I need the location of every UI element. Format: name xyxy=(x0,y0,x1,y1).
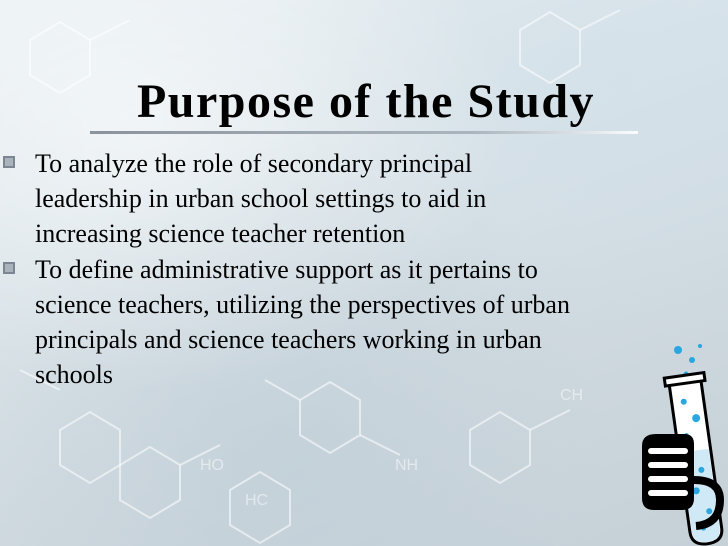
bullet-line: principals and science teachers working in urban xyxy=(35,325,542,354)
square-bullet-icon xyxy=(2,261,16,275)
bullet-line: leadership in urban school settings to aid in xyxy=(35,184,487,213)
bullet-item xyxy=(0,146,706,251)
square-bullet-icon xyxy=(2,155,16,169)
bullet-line: science teachers, utilizing the perspectives of urban xyxy=(35,290,570,319)
bullet-item xyxy=(0,252,706,392)
svg-text:CH: CH xyxy=(560,387,584,404)
bullet-line: increasing science teacher retention xyxy=(35,219,406,248)
bullet-list xyxy=(0,146,706,393)
bullet-line: schools xyxy=(35,360,113,389)
bullet-line: To analyze the role of secondary principal xyxy=(35,149,473,178)
title-underline xyxy=(90,131,638,134)
bullet-line: To define administrative support as it pertains to xyxy=(35,255,538,284)
svg-text:HC: HC xyxy=(245,492,269,509)
svg-text:HO: HO xyxy=(200,457,224,474)
slide-title: Purpose of the Study xyxy=(136,75,596,128)
svg-text:NH: NH xyxy=(395,457,419,474)
beaker-flask-icon xyxy=(640,330,728,546)
